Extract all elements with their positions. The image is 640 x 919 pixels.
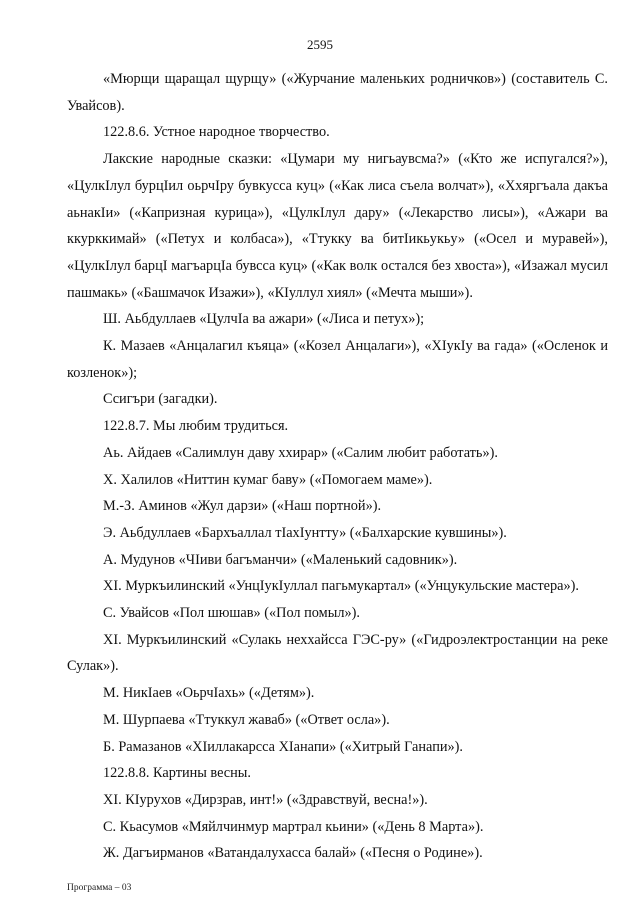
page-footer: Программа – 03	[67, 883, 132, 893]
paragraph: Лакские народные сказки: «Цумари му нигьаувсма?» («Кто же испугался?»), «ЦулкIлул бурцIил оьрчIру бувкусса куц» («Как лиса съела волчат»), «Ххяргъала дакъа аьнакIи» («Капризная курица»), «ЦулкIлул дару» («Лекарство лисы»), «Ажари ва ккурккимай» («Петух и колбаса»), «Ттукку ва битIикьукьу» («Осел и муравей»), «ЦулкIлул барцI магъарцIа бувсса куц» («Как волк остался без хвоста»), «Изажал мусил пашмакь» («Башмачок Изажи»), «КIуллул хиял» («Мечта мыши»).	[67, 151, 608, 301]
paragraph: Ссигъри (загадки).	[103, 391, 218, 408]
paragraph: ХI. КIурухов «Дирзрав, инт!» («Здравствуй, весна!»).	[103, 791, 428, 808]
section-heading: 122.8.7. Мы любим трудиться.	[103, 418, 289, 435]
paragraph: Э. Аьбдуллаев «Бархъаллал тIахIунтту» («Балхарские кувшины»).	[103, 524, 507, 541]
paragraph: С. Увайсов «Пол шюшав» («Пол помыл»).	[103, 605, 360, 622]
paragraph: «Мюрщи щаращал щурщу» («Журчание маленьких родничков») (составитель С. Увайсов).	[67, 71, 608, 114]
paragraph: К. Мазаев «Анцалагил къяца» («Козел Анцалаги»), «ХIукIу ва гада» («Осленок и козленок»);	[67, 338, 608, 381]
section-heading: 122.8.6. Устное народное творчество.	[103, 124, 330, 141]
paragraph: С. Кьасумов «Мяйлчинмур мартрал кьини» («День 8 Марта»).	[103, 818, 484, 835]
page-number: 2595	[307, 37, 333, 52]
paragraph: Ш. Аьбдуллаев «ЦулчIа ва ажари» («Лиса и петух»);	[103, 311, 425, 328]
document-body	[67, 66, 608, 867]
paragraph: Аь. Айдаев «Салимлун даву ххирар» («Салим любит работать»).	[103, 444, 498, 461]
paragraph: ХI. Муркъилинский «Сулакь неххайсса ГЭС-ру» («Гидроэлектростанции на реке Сулак»).	[67, 631, 608, 675]
paragraph: М.-З. Аминов «Жул дарзи» («Наш портной»).	[103, 498, 382, 515]
section-heading: 122.8.8. Картины весны.	[103, 765, 251, 782]
paragraph: ХI. Муркъилинский «УнцIукIуллал пагьмукартал» («Унцукульские мастера»).	[103, 578, 579, 595]
paragraph: Х. Халилов «Ниттин кумаг баву» («Помогаем маме»).	[103, 471, 433, 488]
paragraph: А. Мудунов «ЧIиви багъманчи» («Маленький садовник»).	[103, 551, 458, 568]
paragraph: Ж. Дагъирманов «Ватандалухасса балай» («Песня о Родине»).	[103, 845, 483, 862]
paragraph: М. НикIаев «ОьрчIахь» («Детям»).	[103, 685, 315, 702]
paragraph: М. Шурпаева «Ттуккул жаваб» («Ответ осла»).	[103, 711, 390, 728]
paragraph: Б. Рамазанов «ХIиллакарсса ХIанапи» («Хитрый Ганапи»).	[103, 738, 463, 755]
